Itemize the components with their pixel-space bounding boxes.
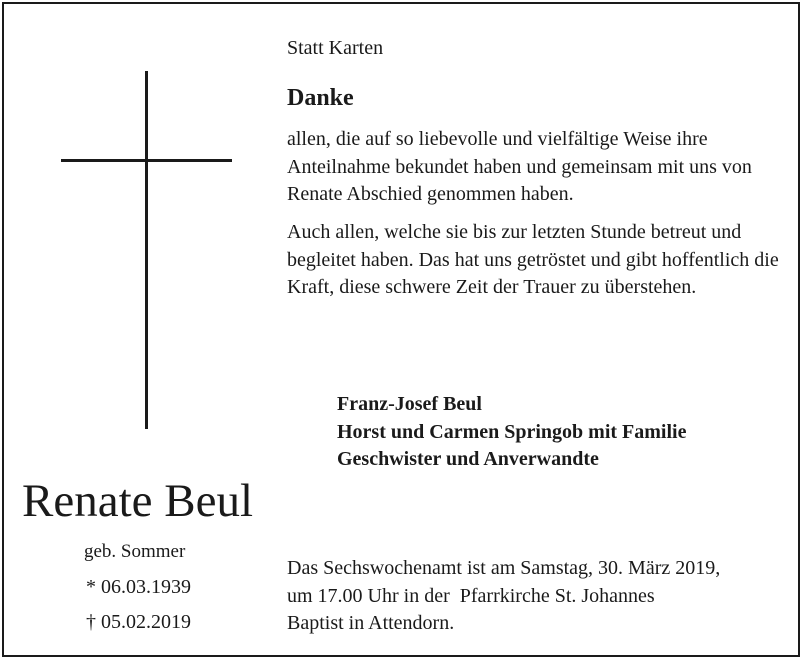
thanks-paragraph-2: Auch allen, welche sie bis zur letzten Stunde betreut und begleitet haben. Das hat uns getröstet und gibt hoffentlich die Kraft, diese schwere Zeit der Trauer zu überstehen. [287, 221, 779, 298]
deceased-name: Renate Beul [22, 475, 254, 527]
service-notice [287, 555, 797, 638]
birth-date: * 06.03.1939 [86, 576, 191, 598]
signatory: Horst und Carmen Springob mit Familie [337, 420, 687, 443]
signatory: Franz-Josef Beul [337, 393, 482, 415]
service-line: Das Sechswochenamt ist am Samstag, 30. März 2019, [287, 557, 721, 579]
intro-text: Statt Karten [287, 37, 384, 59]
service-line: um 17.00 Uhr in der Pfarrkirche St. Johannes [287, 584, 655, 607]
signatories [337, 391, 686, 474]
death-date: † 05.02.2019 [86, 611, 191, 633]
service-line: Baptist in Attendorn. [287, 612, 455, 634]
cross-vertical-bar [145, 71, 148, 429]
obituary-frame [2, 2, 800, 657]
birth-name: geb. Sommer [84, 541, 186, 562]
cross-horizontal-bar [61, 159, 232, 162]
thanks-paragraph-1: allen, die auf so liebevolle und vielfältige Weise ihre Anteilnahme bekundet haben und gemeinsam mit uns von Renate Abschied genommen haben. [287, 128, 752, 205]
thanks-heading: Danke [287, 85, 354, 111]
signatory: Geschwister und Anverwandte [337, 448, 599, 470]
